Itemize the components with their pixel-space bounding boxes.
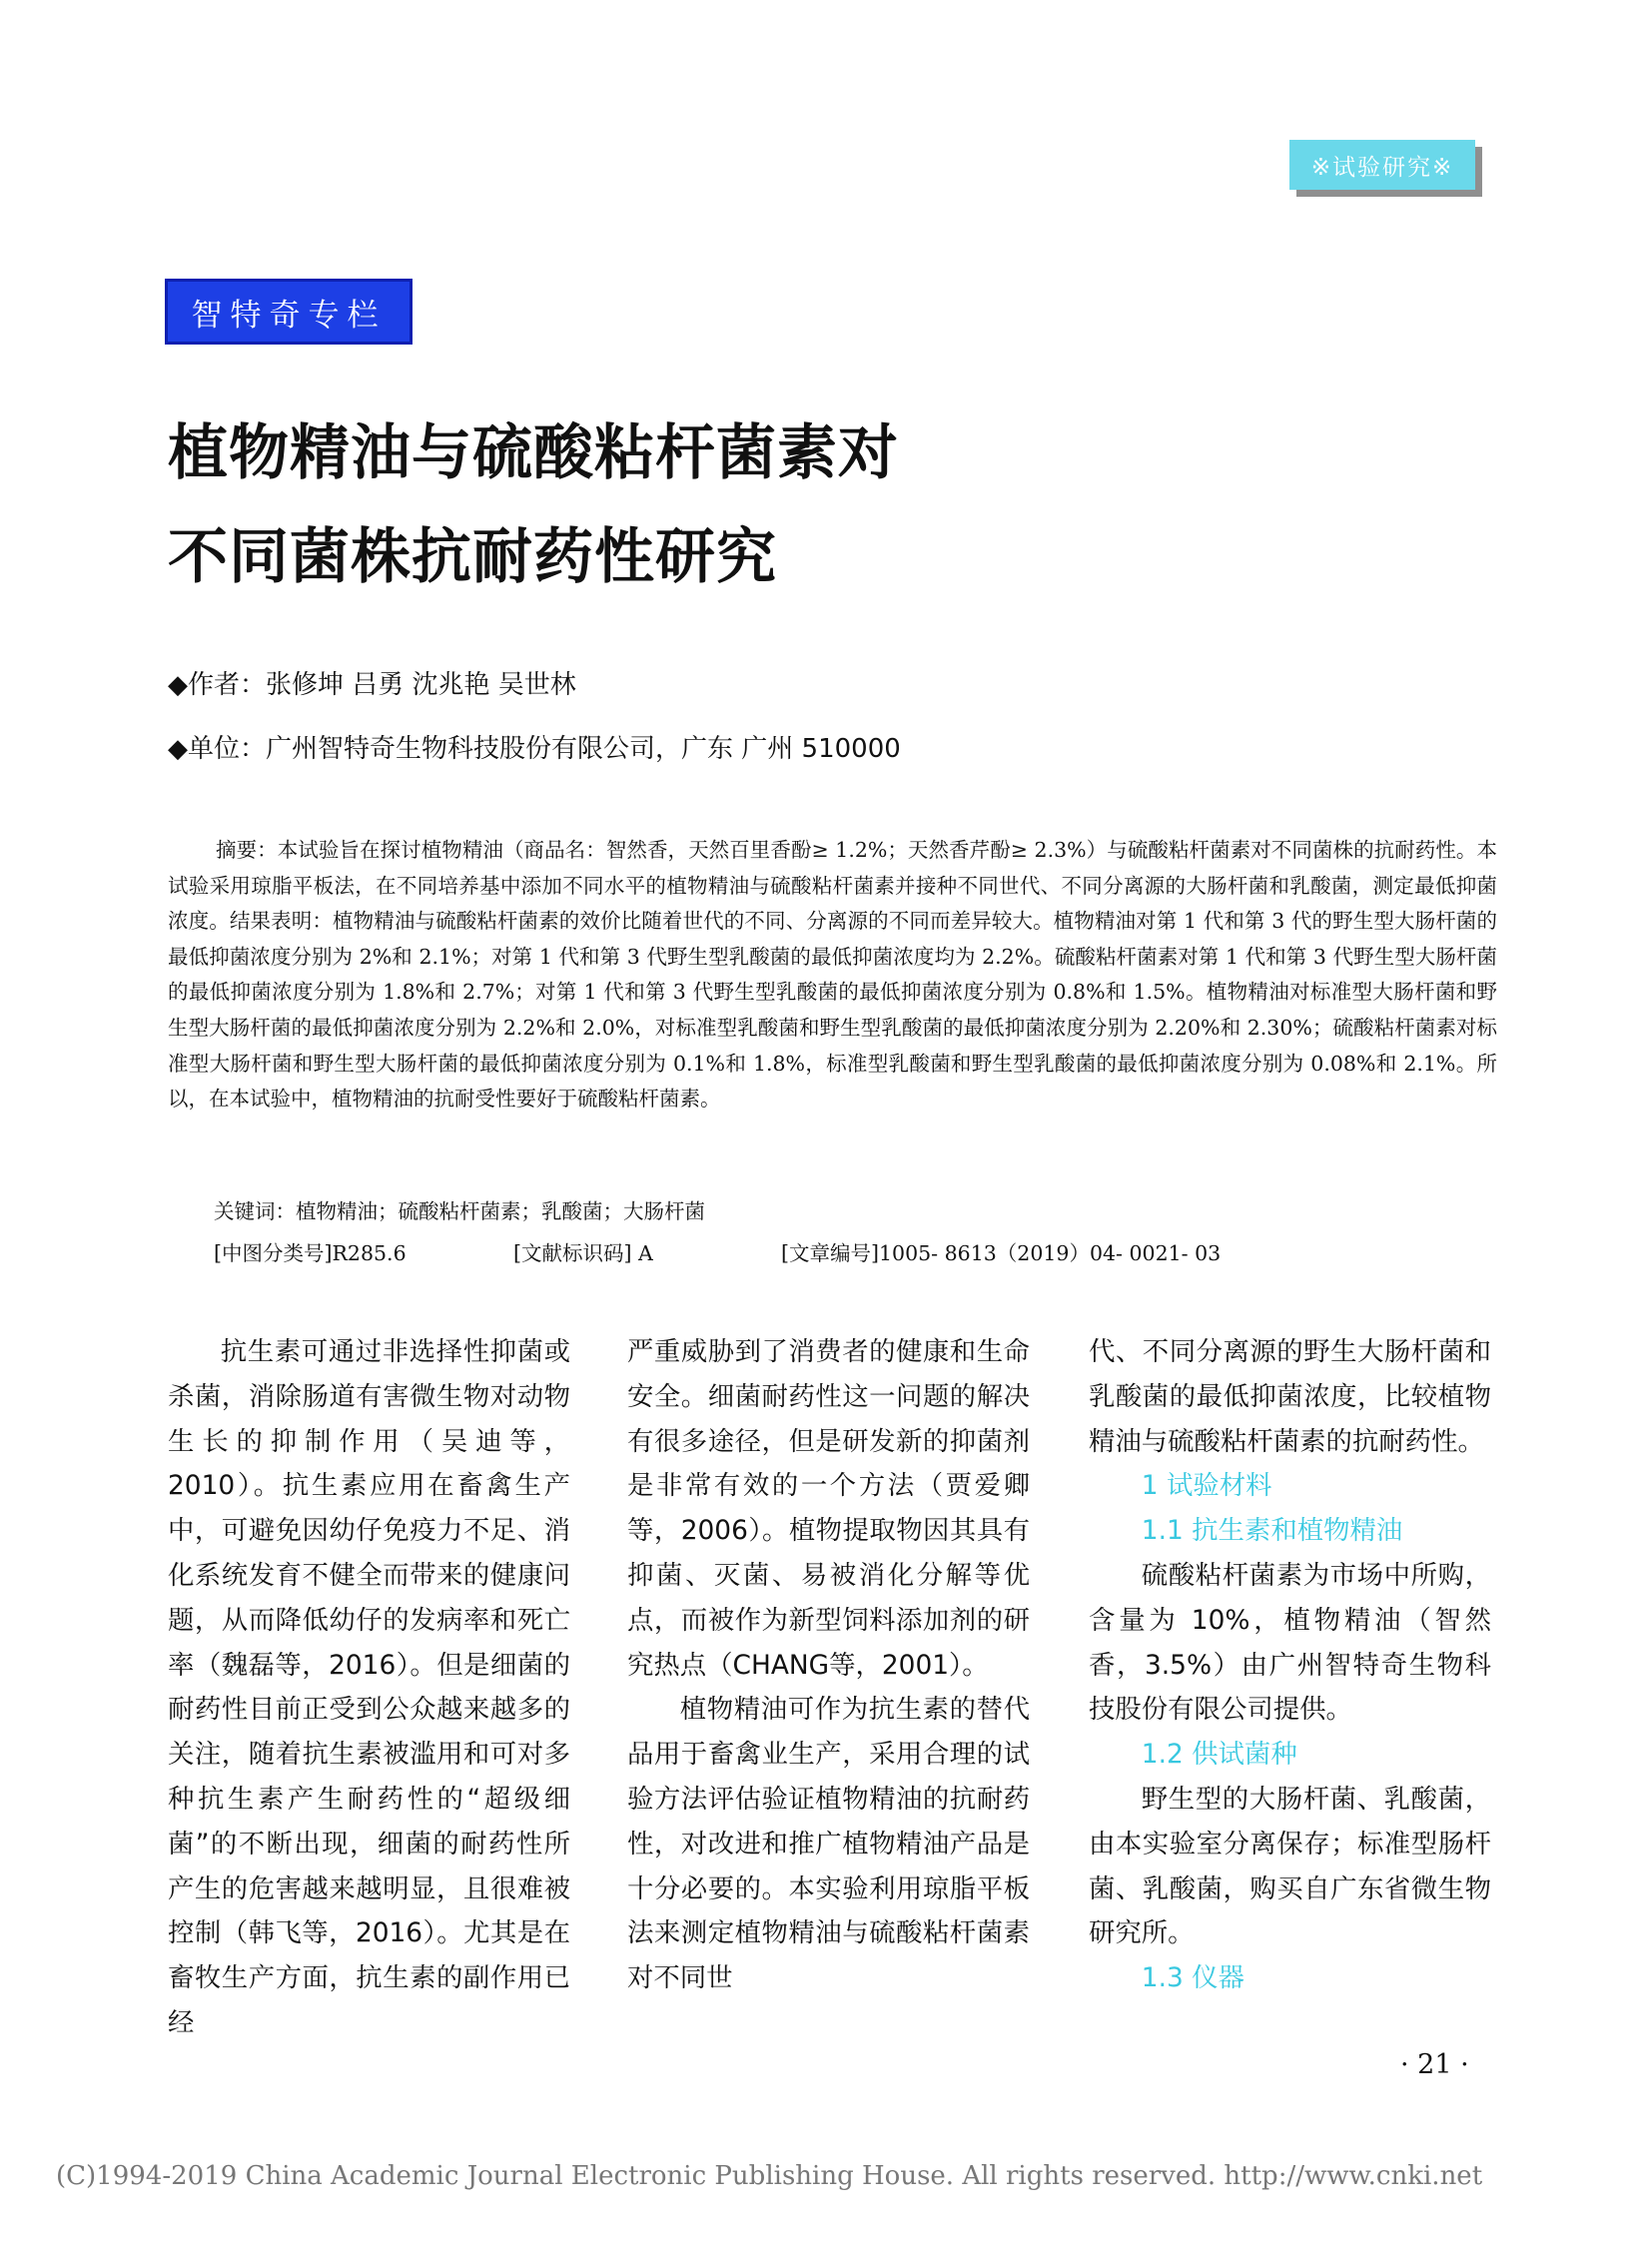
article-title-line-2: 不同菌株抗耐药性研究 (168, 522, 777, 592)
section-tag: ※试验研究※ (1289, 140, 1475, 190)
section-heading: 1 试验材料 (1141, 1470, 1272, 1502)
body-paragraph: 严重威胁到了消费者的健康和生命安全。细菌耐药性这一问题的解决有很多途径，但是研发新的抑菌剂是非常有效的一个方法（贾爱卿等，2006）。植物提取物因其具有抑菌、灭菌、易被消化分解等优点，而被作为新型饲料添加剂的研究热点（CHANG等，2001）。 (627, 1336, 1030, 1681)
page-number: · 21 · (1400, 2049, 1469, 2080)
column-tag: 智特奇专栏 (165, 279, 413, 345)
body-paragraph: 硫酸粘杆菌素为市场中所购，含量为 10%，植物精油（智然香，3.5%）由广州智特奇生物科技股份有限公司提供。 (1089, 1559, 1491, 1726)
subsection-heading: 1.2 供试菌种 (1141, 1739, 1297, 1771)
authors-line: ◆作者：张修坤 吕勇 沈兆艳 吴世林 (168, 670, 576, 700)
keywords-line: 关键词：植物精油；硫酸粘杆菌素；乳酸菌；大肠杆菌 (214, 1199, 705, 1223)
body-column-1 (168, 1330, 570, 2046)
body-paragraph: 野生型的大肠杆菌、乳酸菌，由本实验室分离保存；标准型肠杆菌、乳酸菌，购买自广东省微生物研究所。 (1089, 1783, 1491, 1949)
clc-number: [中图分类号]R285.6 (214, 1241, 407, 1265)
document-code: [文献标识码] A (513, 1241, 653, 1265)
copyright-footer: (C)1994-2019 China Academic Journal Electronic Publishing House. All rights reserved. http://www.cnki.net (56, 2161, 1483, 2191)
article-title-line-1: 植物精油与硫酸粘杆菌素对 (168, 418, 899, 488)
subsection-heading: 1.3 仪器 (1141, 1962, 1244, 1994)
body-paragraph: 植物精油可作为抗生素的替代品用于畜禽业生产，采用合理的试验方法评估验证植物精油的抗耐药性，对改进和推广植物精油产品是十分必要的。本实验利用琼脂平板法来测定植物精油与硫酸粘杆菌素对不同世 (627, 1694, 1030, 1994)
affiliation-line: ◆单位：广州智特奇生物科技股份有限公司，广东 广州 510000 (168, 734, 901, 764)
body-column-3 (1089, 1330, 1491, 2001)
body-column-2 (627, 1330, 1030, 2001)
subsection-heading: 1.1 抗生素和植物精油 (1141, 1515, 1403, 1547)
body-paragraph: 抗生素可通过非选择性抑菌或杀菌，消除肠道有害微生物对动物生长的抑制作用（吴迪等，2010）。抗生素应用在畜禽生产中，可避免因幼仔免疫力不足、消化系统发育不健全而带来的健康问题，从而降低幼仔的发病率和死亡率（魏磊等，2016）。但是细菌的耐药性目前正受到公众越来越多的关注，随着抗生素被滥用和可对多种抗生素产生耐药性的“超级细菌”的不断出现，细菌的耐药性所产生的危害越来越明显，且很难被控制（韩飞等，2016）。尤其是在畜牧生产方面，抗生素的副作用已经 (168, 1336, 570, 2038)
article-number: [文章编号]1005- 8613（2019）04- 0021- 03 (781, 1241, 1222, 1265)
body-paragraph: 代、不同分离源的野生大肠杆菌和乳酸菌的最低抑菌浓度，比较植物精油与硫酸粘杆菌素的抗耐药性。 (1089, 1336, 1491, 1457)
abstract-text: 摘要：本试验旨在探讨植物精油（商品名：智然香，天然百里香酚≥ 1.2%；天然香芹酚≥ 2.3%）与硫酸粘杆菌素对不同菌株的抗耐药性。本试验采用琼脂平板法，在不同培养基中添加不同水平的植物精油与硫酸粘杆菌素并接种不同世代、不同分离源的大肠杆菌和乳酸菌，测定最低抑菌浓度。结果表明：植物精油与硫酸粘杆菌素的效价比随着世代的不同、分离源的不同而差异较大。植物精油对第 1 代和第 3 代的野生型大肠杆菌的最低抑菌浓度分别为 2%和 2.1%；对第 1 代和第 3 代野生型乳酸菌的最低抑菌浓度均为 2.2%。硫酸粘杆菌素对第 1 代和第 3 代野生型大肠杆菌的最低抑菌浓度分别为 1.8%和 2.7%；对第 1 代和第 3 代野生型乳酸菌的最低抑菌浓度分别为 0.8%和 1.5%。植物精油对标准型大肠杆菌和野生型大肠杆菌的最低抑菌浓度分别为 2.2%和 2.0%，对标准型乳酸菌和野生型乳酸菌的最低抑菌浓度分别为 2.20%和 2.30%；硫酸粘杆菌素对标准型大肠杆菌和野生型大肠杆菌的最低抑菌浓度分别为 0.1%和 1.8%，标准型乳酸菌和野生型乳酸菌的最低抑菌浓度分别为 0.08%和 2.1%。所以，在本试验中，植物精油的抗耐受性要好于硫酸粘杆菌素。 (168, 838, 1497, 1112)
